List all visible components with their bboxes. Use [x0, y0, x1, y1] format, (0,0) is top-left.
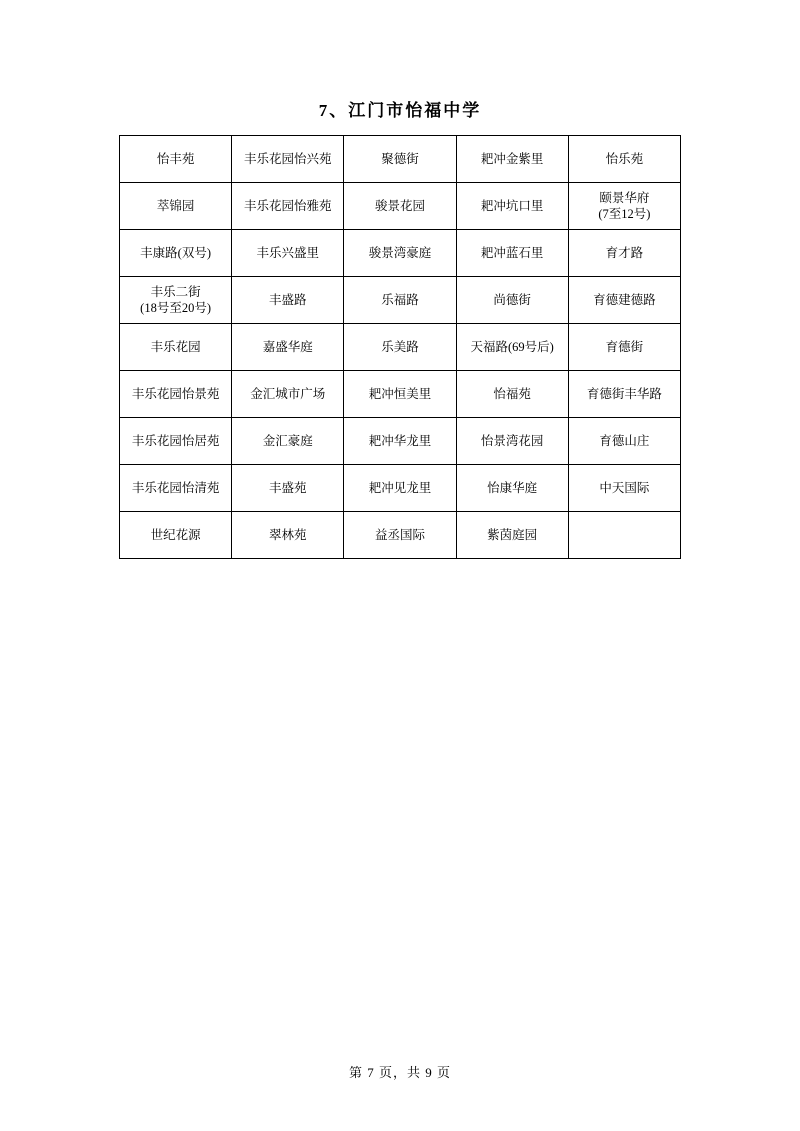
table-cell: 金汇豪庭: [232, 418, 344, 465]
table-cell: 育德山庄: [568, 418, 680, 465]
table-cell: 丰乐花园怡景苑: [120, 371, 232, 418]
table-cell: 紫茵庭园: [456, 512, 568, 559]
table-cell: 怡丰苑: [120, 136, 232, 183]
table-cell: 丰乐花园怡居苑: [120, 418, 232, 465]
table-cell: 怡福苑: [456, 371, 568, 418]
table-cell: 丰乐花园怡兴苑: [232, 136, 344, 183]
table-cell: 嘉盛华庭: [232, 324, 344, 371]
table-cell: 怡景湾花园: [456, 418, 568, 465]
table-cell: 耙冲见龙里: [344, 465, 456, 512]
table-cell: 萃锦园: [120, 183, 232, 230]
community-table: [119, 135, 681, 559]
table-cell: 耙冲坑口里: [456, 183, 568, 230]
table-cell: 丰康路(双号): [120, 230, 232, 277]
table-cell: 聚德街: [344, 136, 456, 183]
table-cell: 耙冲恒美里: [344, 371, 456, 418]
table-cell: 丰乐花园: [120, 324, 232, 371]
table-cell: 怡乐苑: [568, 136, 680, 183]
table-cell: 丰乐花园怡雅苑: [232, 183, 344, 230]
table-row: [120, 465, 681, 512]
table-cell: [568, 512, 680, 559]
page-title: 7、江门市怡福中学: [318, 101, 482, 120]
table-row: [120, 183, 681, 230]
table-cell: 中天国际: [568, 465, 680, 512]
table-cell: 益丞国际: [344, 512, 456, 559]
table-row: [120, 230, 681, 277]
table-cell: 怡康华庭: [456, 465, 568, 512]
table-cell: 丰乐花园怡清苑: [120, 465, 232, 512]
table-cell: 骏景花园: [344, 183, 456, 230]
table-cell: 育德街: [568, 324, 680, 371]
table-cell: 金汇城市广场: [232, 371, 344, 418]
table-cell: 育德建德路: [568, 277, 680, 324]
table-cell: 耙冲华龙里: [344, 418, 456, 465]
table-cell: 耙冲金紫里: [456, 136, 568, 183]
table-cell: 翠林苑: [232, 512, 344, 559]
table-cell: 丰盛苑: [232, 465, 344, 512]
table-row: [120, 371, 681, 418]
table-cell: 骏景湾豪庭: [344, 230, 456, 277]
table-row: [120, 324, 681, 371]
table-cell: 天福路(69号后): [456, 324, 568, 371]
table-cell: 丰乐二街 (18号至20号): [120, 277, 232, 324]
table-body: [120, 136, 681, 559]
table-cell: 丰盛路: [232, 277, 344, 324]
table-row: [120, 418, 681, 465]
table-cell: 育才路: [568, 230, 680, 277]
table-cell: 乐福路: [344, 277, 456, 324]
community-table-wrapper: [119, 135, 681, 559]
table-cell: 耙冲蓝石里: [456, 230, 568, 277]
table-row: [120, 136, 681, 183]
table-row: [120, 512, 681, 559]
page-footer: 第 7 页，共 9 页: [348, 1065, 451, 1080]
table-cell: 育德街丰华路: [568, 371, 680, 418]
table-row: [120, 277, 681, 324]
table-cell: 丰乐兴盛里: [232, 230, 344, 277]
table-cell: 世纪花源: [120, 512, 232, 559]
table-cell: 乐美路: [344, 324, 456, 371]
table-cell: 颐景华府 (7至12号): [568, 183, 680, 230]
table-cell: 尚德街: [456, 277, 568, 324]
